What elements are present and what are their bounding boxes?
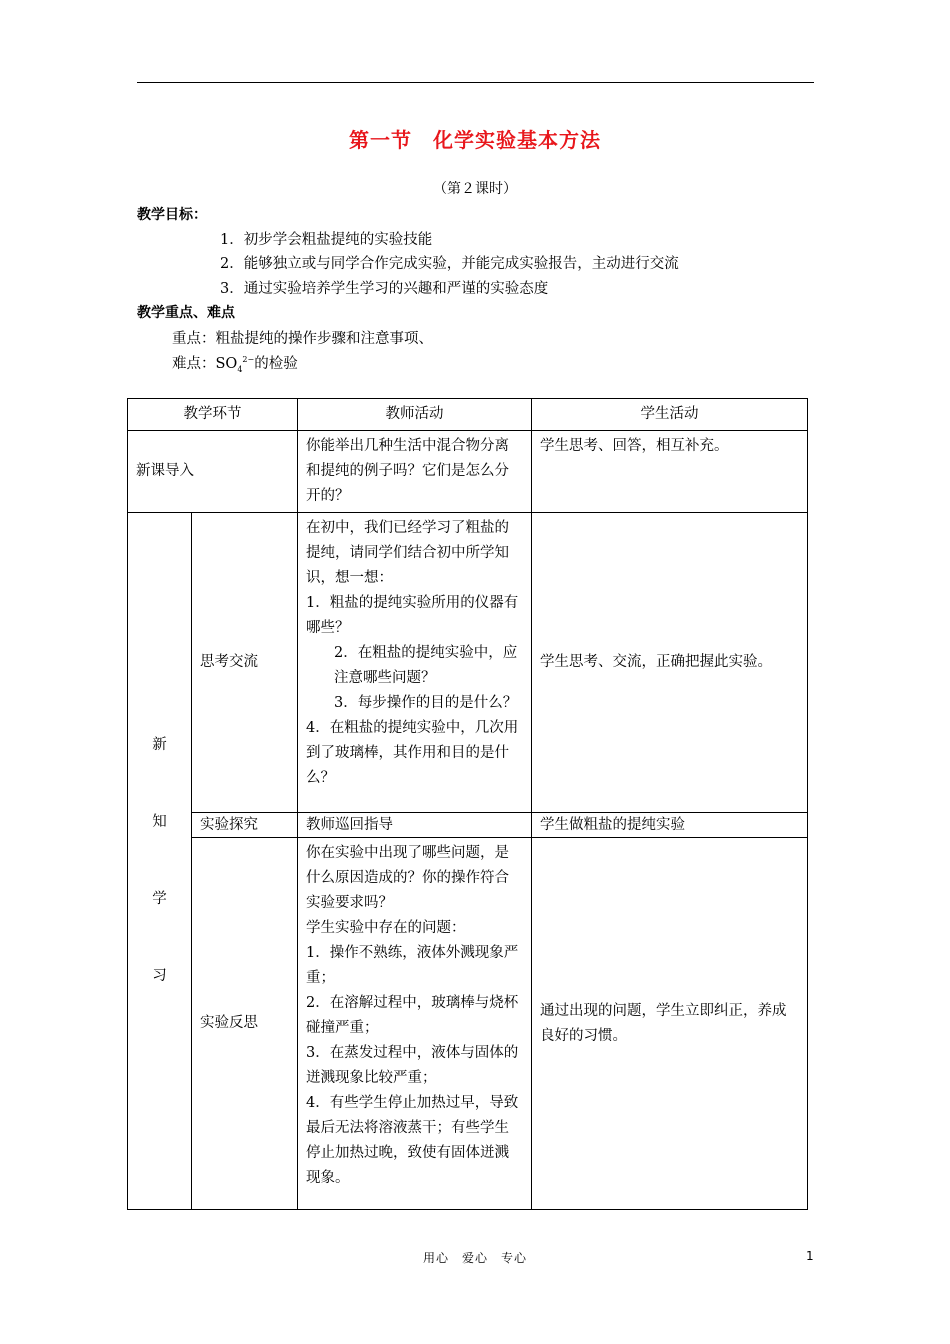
objectives-heading: 教学目标： xyxy=(137,207,207,223)
stage-explore: 实验探究 xyxy=(192,813,298,838)
page-number: 1 xyxy=(806,1249,814,1263)
group-label-new-knowledge: 新 知 学 习 xyxy=(128,513,192,1210)
objective-1: 1．初步学会粗盐提纯的实验技能 xyxy=(220,232,433,248)
student-reflect: 通过出现的问题，学生立即纠正，养成良好的习惯。 xyxy=(532,838,808,1210)
student-explore: 学生做粗盐的提纯实验 xyxy=(532,813,808,838)
lesson-plan-table xyxy=(127,398,808,1210)
teacher-intro: 你能举出几种生活中混合物分离和提纯的例子吗？它们是怎么分开的？ xyxy=(298,431,532,513)
objective-3: 3．通过实验培养学生学习的兴趣和严谨的实验态度 xyxy=(220,281,549,297)
header-rule xyxy=(137,82,814,83)
key-points-heading: 教学重点、难点 xyxy=(137,305,235,321)
document-title: 第一节 化学实验基本方法 xyxy=(349,128,601,152)
page-footer: 用心 爱心 专心 xyxy=(422,1251,527,1265)
difficulty-point: 难点：$SO_4^{2-}$的检验 xyxy=(172,355,298,374)
header-student: 学生活动 xyxy=(532,399,808,431)
stage-intro: 新课导入 xyxy=(128,431,298,513)
table-row-reflect xyxy=(128,838,808,1210)
table-header-row xyxy=(128,399,808,431)
teacher-explore: 教师巡回指导 xyxy=(298,813,532,838)
table-row-think xyxy=(128,513,808,813)
header-stage: 教学环节 xyxy=(128,399,298,431)
student-intro: 学生思考、回答，相互补充。 xyxy=(532,431,808,513)
student-think: 学生思考、交流，正确把握此实验。 xyxy=(532,513,808,813)
stage-reflect: 实验反思 xyxy=(192,838,298,1210)
teacher-think: 在初中，我们已经学习了粗盐的提纯，请同学们结合初中所学知识，想一想： 1．粗盐的提纯实验所用的仪器有哪些？ 2．在粗盐的提纯实验中，应注意哪些问题？ 3．每步操作的目的是什么？ 4．在粗盐的提纯实验中，几次用到了玻璃棒，其作用和目的是什么？ xyxy=(298,513,532,813)
document-subtitle: （第２课时） xyxy=(433,181,517,197)
table-row-intro xyxy=(128,431,808,513)
stage-think: 思考交流 xyxy=(192,513,298,813)
header-teacher: 教师活动 xyxy=(298,399,532,431)
key-point: 重点：粗盐提纯的操作步骤和注意事项、 xyxy=(172,331,433,347)
objective-2: 2．能够独立或与同学合作完成实验，并能完成实验报告，主动进行交流 xyxy=(220,256,679,272)
teacher-reflect: 你在实验中出现了哪些问题，是什么原因造成的？你的操作符合实验要求吗？ 学生实验中存在的问题： 1．操作不熟练，液体外溅现象严重； 2．在溶解过程中，玻璃棒与烧杯碰撞严重； 3．在蒸发过程中，液体与固体的迸溅现象比较严重； 4．有些学生停止加热过早，导致最后无法将溶液蒸干；有些学生停止加热过晚，致使有固体迸溅现象。 xyxy=(298,838,532,1210)
table-row-explore xyxy=(128,813,808,838)
